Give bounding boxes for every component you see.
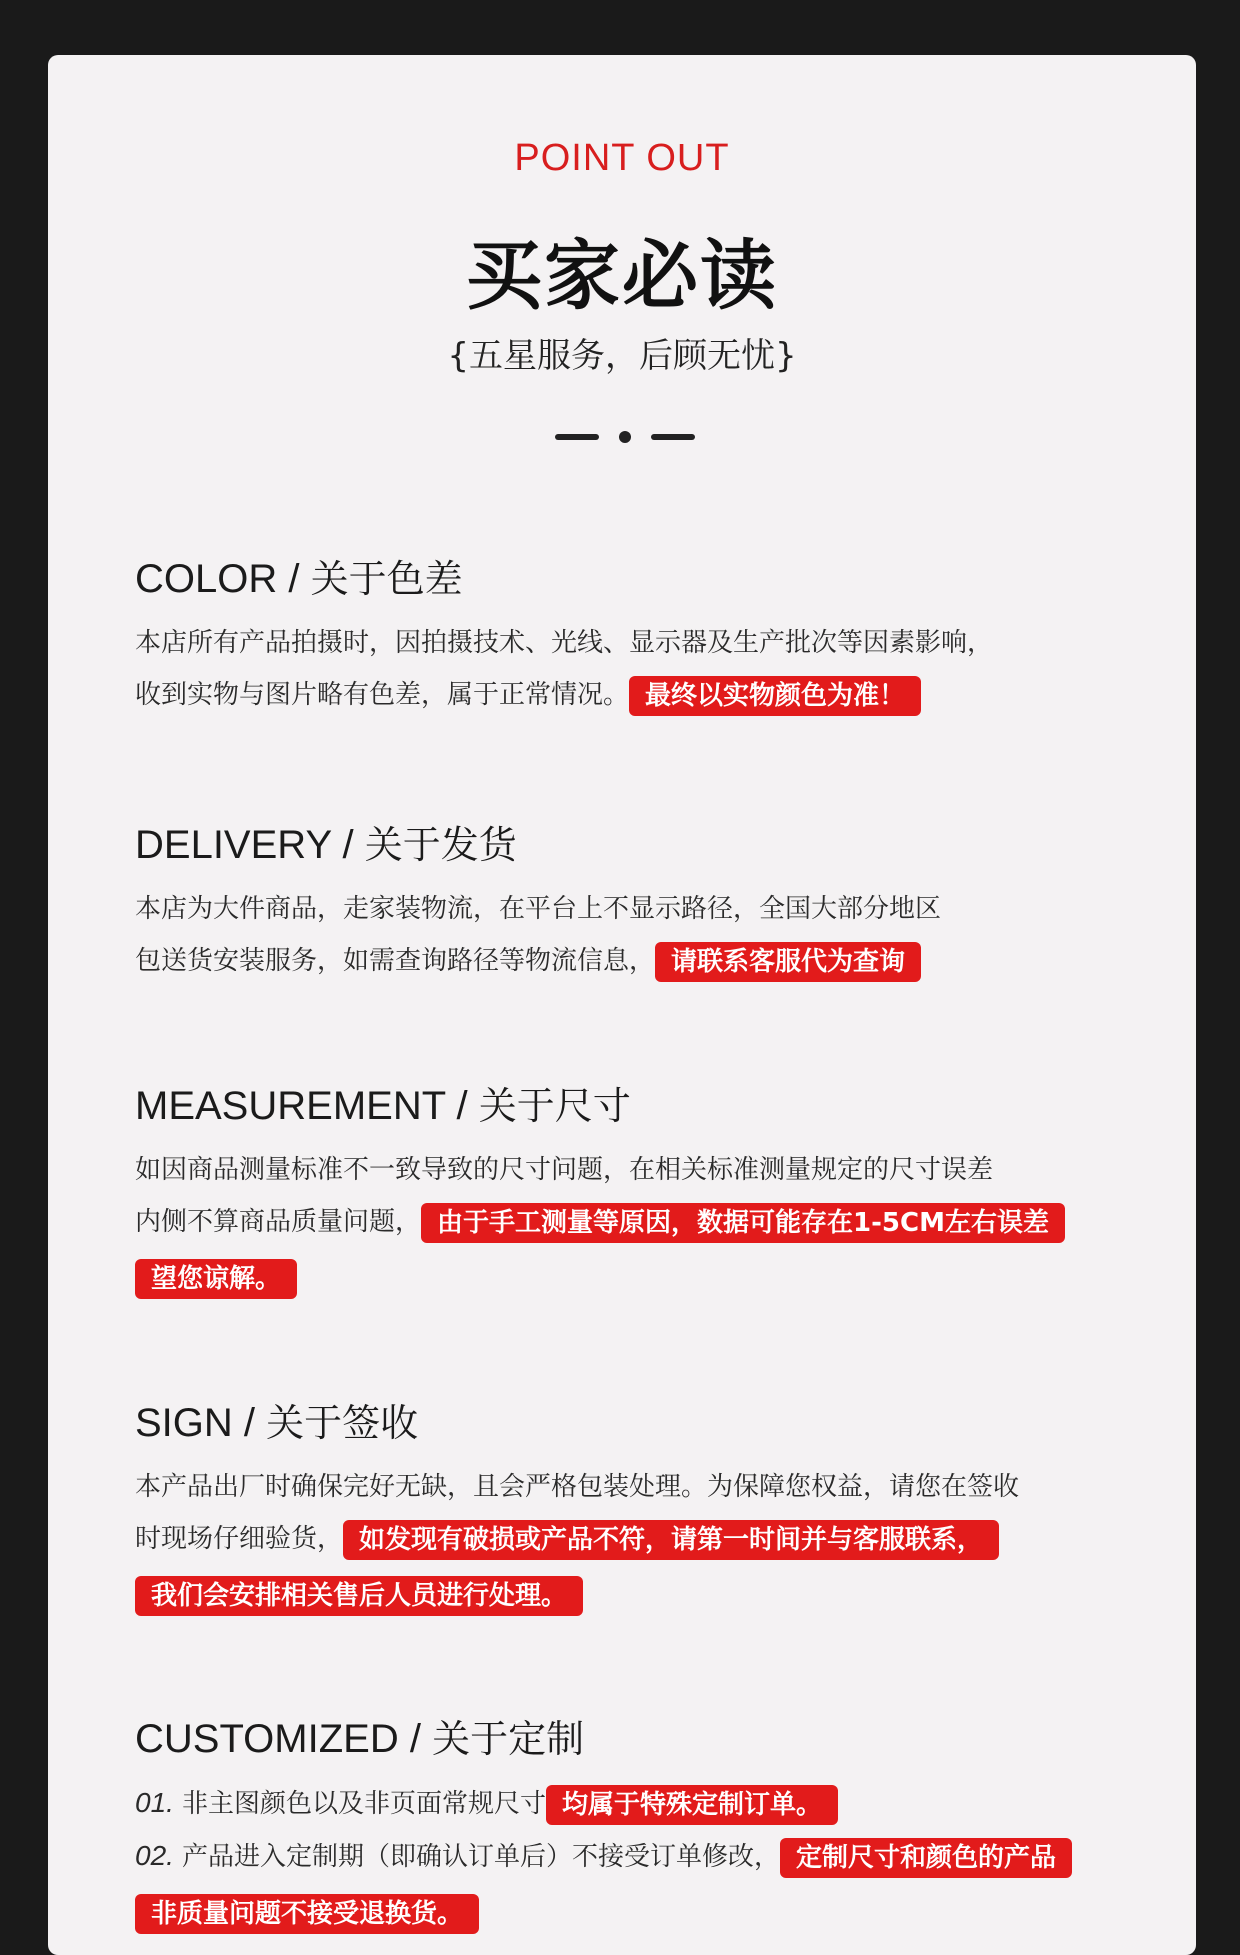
section-line (135, 1513, 1155, 1565)
section-line (135, 1887, 1155, 1939)
divider-bar-right (651, 434, 695, 440)
section-line (135, 883, 1155, 935)
section-title-cn: 关于发货 (364, 823, 517, 867)
divider-bar-left (555, 434, 599, 440)
line-text: 本店所有产品拍摄时，因拍摄技术、光线、显示器及生产批次等因素影响， (135, 628, 994, 658)
highlight-badge: 非质量问题不接受退换货。 (135, 1894, 479, 1934)
section-title-cn: 关于定制 (432, 1717, 585, 1761)
section-title-en: COLOR / (135, 557, 311, 601)
highlight-badge: 我们会安排相关售后人员进行处理。 (135, 1576, 583, 1616)
title-divider (555, 431, 695, 443)
highlight-badge: 定制尺寸和颜色的产品 (780, 1838, 1072, 1878)
item-number: 02. (135, 1840, 174, 1871)
line-text: 包送货安装服务，如需查询路径等物流信息， (135, 946, 656, 976)
section-line (135, 1777, 1155, 1830)
line-text: 本店为大件商品，走家装物流，在平台上不显示路径，全国大部分地区 (135, 894, 942, 924)
item-number: 01. (135, 1787, 174, 1818)
page-title: 买家必读 (466, 231, 778, 320)
highlight-badge: 均属于特殊定制订单。 (546, 1785, 838, 1825)
line-text: 产品进入定制期（即确认订单后）不接受订单修改， (181, 1842, 780, 1872)
notice-card (48, 55, 1196, 1955)
section-title (135, 1075, 1155, 1130)
section-title-en: DELIVERY / (135, 823, 365, 867)
section-customized (135, 1708, 1155, 1939)
line-text: 时现场仔细验货， (135, 1524, 344, 1554)
section-sign (135, 1392, 1155, 1621)
section-title (135, 1708, 1155, 1763)
section-measurement (135, 1075, 1155, 1304)
line-text: 本产品出厂时确保完好无缺，且会严格包装处理。为保障您权益，请您在签收 (135, 1472, 1020, 1502)
section-title-cn: 关于色差 (310, 557, 463, 601)
line-text: 内侧不算商品质量问题， (135, 1207, 422, 1237)
highlight-badge: 望您谅解。 (135, 1259, 297, 1299)
line-text: 如因商品测量标准不一致导致的尺寸问题，在相关标准测量规定的尺寸误差 (135, 1155, 994, 1185)
divider-dot (619, 431, 631, 443)
section-line (135, 935, 1155, 987)
section-line (135, 1569, 1155, 1621)
page-subtitle: {五星服务，后顾无忧} (447, 336, 797, 376)
section-line (135, 1461, 1155, 1513)
section-line (135, 1196, 1155, 1248)
section-title-en: SIGN / (135, 1401, 267, 1445)
section-title (135, 548, 1155, 603)
section-line (135, 1830, 1155, 1883)
kicker-text: POINT OUT (514, 137, 730, 179)
line-text: 非主图颜色以及非页面常规尺寸 (181, 1789, 546, 1819)
section-title-en: CUSTOMIZED / (135, 1717, 433, 1761)
section-title-en: MEASUREMENT / (135, 1084, 479, 1128)
section-title-cn: 关于签收 (266, 1401, 419, 1445)
section-title (135, 814, 1155, 869)
section-line (135, 669, 1155, 721)
section-line (135, 1252, 1155, 1304)
section-title-cn: 关于尺寸 (478, 1084, 631, 1128)
highlight-badge: 由于手工测量等原因，数据可能存在1-5CM左右误差 (421, 1203, 1065, 1243)
section-line (135, 1144, 1155, 1196)
highlight-badge: 请联系客服代为查询 (655, 942, 921, 982)
highlight-badge: 最终以实物颜色为准！ (629, 676, 921, 716)
line-text: 收到实物与图片略有色差，属于正常情况。 (135, 680, 630, 710)
section-color (135, 548, 1155, 721)
section-line (135, 617, 1155, 669)
section-title (135, 1392, 1155, 1447)
section-delivery (135, 814, 1155, 987)
highlight-badge: 如发现有破损或产品不符，请第一时间并与客服联系， (343, 1520, 999, 1560)
